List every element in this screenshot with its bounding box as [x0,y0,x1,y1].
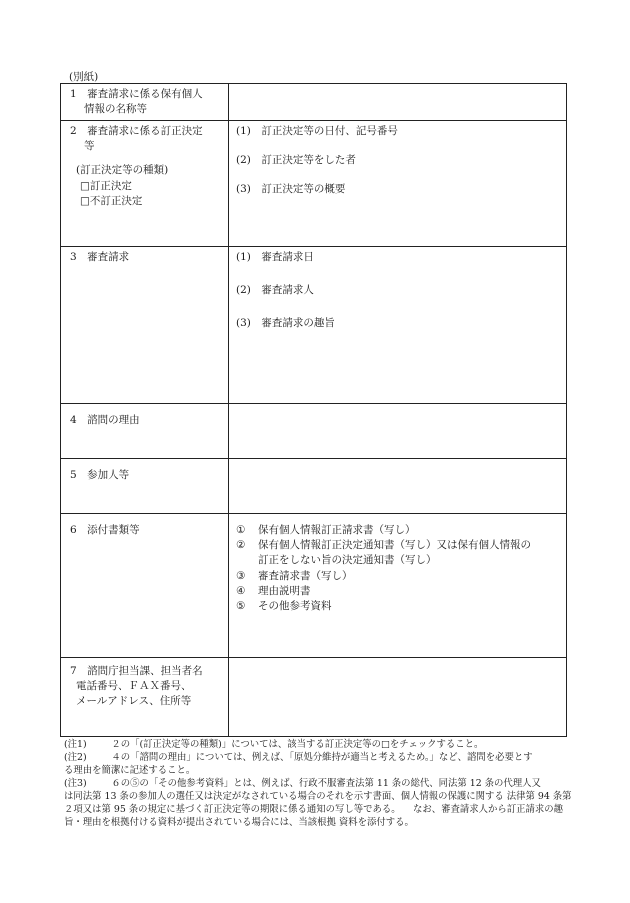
note-2-text: ４の「諮問の理由」については、例えば、「原処分維持が適当と考えるため。」など、諮問を必要とす [102,751,533,763]
row6-label-cell [61,514,229,658]
annex-label: (別紙) [69,71,99,83]
table-row [61,121,567,247]
row5-label-line1: 5 参加人等 [70,469,130,481]
table-row [61,514,567,658]
table-row [61,658,567,737]
attachment-text-1: 保有個人情報訂正請求書（写し） [258,524,416,536]
attachment-item-1 [236,523,560,538]
note-3-text-cont1: は同法第 13 条の参加人の選任又は決定がなされている場合のそれを示す書面、個人情報の保護に関する [64,790,504,802]
note-3-text: ６の⑤の「その他参考資料」とは、例えば、行政不服審査法第 11 条の総代、同法第 12 条の代理人又 [102,777,541,789]
note-3-text-cont4: 資料を添付する。 [338,816,414,828]
note-3-text-cont2: 法律第 94 条第２項又は第 95 条の規定に基づく訂正決定等の期限に係る通知の写し等である。 [64,790,572,815]
attachment-item-3 [236,569,560,584]
row2-content-cell [229,121,567,247]
row1-label-line2: 情報の名称等 [84,103,147,116]
note-1-text: ２の「(訂正決定等の種類)」については、該当する訂正決定等の□をチェックすること。 [102,739,484,750]
row4-label-cell [61,404,229,459]
checkbox-non-correction-decision[interactable]: □不訂正決定 [80,194,143,207]
row1-label-cell [61,84,229,121]
row2-item-3: (3) 訂正決定等の概要 [236,183,346,196]
attachment-num-1: ① [236,524,246,536]
attachment-num-2: ② [236,539,246,552]
table-row [61,459,567,514]
row5-label-cell [61,459,229,514]
row2-item-2: (2) 訂正決定等をした者 [236,154,356,167]
decision-type-title: (訂正決定等の種類) [76,164,169,177]
note-3-text-cont3: なお、審査請求人から訂正請求の趣旨・理由を根拠付ける資料が提出されている場合には、当該根拠 [64,803,564,828]
row4-content-cell[interactable] [229,404,567,459]
row3-item-3: (3) 審査請求の趣旨 [236,317,335,330]
note-2 [64,752,572,765]
checkbox-correction-decision[interactable]: □訂正決定 [80,179,132,192]
attachment-text-5: その他参考資料 [258,600,332,613]
row6-content-cell [229,514,567,658]
attachment-num-5: ⑤ [236,600,246,613]
note-3 [64,778,572,791]
table-row [61,404,567,459]
inquiry-form-table [60,83,567,737]
notes-section [64,739,572,830]
note-1-tag: (注1) [64,739,87,750]
row2-label-line2: 等 [84,140,95,153]
table-row [61,84,567,121]
attachment-text-2-cont: 訂正をしない旨の決定通知書（写し） [258,554,437,567]
row3-label-line1: 3 審査請求 [70,251,130,263]
attachment-text-2: 保有個人情報訂正決定通知書（写し）又は保有個人情報の [258,539,531,552]
row3-item-1: (1) 審査請求日 [236,251,314,263]
attachment-item-4 [236,584,560,599]
attachment-item-5 [236,599,560,614]
row7-label-line2: 電話番号、ＦＡＸ番号、 [76,680,192,693]
row5-content-cell[interactable] [229,459,567,514]
row3-item-2: (2) 審査請求人 [236,284,314,297]
row1-label-line1: 1 審査請求に係る保有個人 [70,88,203,100]
row7-label-line1: 7 諮問庁担当課、担当者名 [70,665,203,677]
row2-label-cell [61,121,229,247]
row2-label-line1: 2 審査請求に係る訂正決定 [70,125,203,137]
attachment-num-4: ④ [236,584,246,597]
row6-label-line1: 6 添付書類等 [70,524,140,536]
note-1 [64,739,572,752]
note-2-tag: (注2) [64,751,87,763]
row4-label-line1: 4 諮問の理由 [70,414,140,426]
row3-label-cell [61,247,229,404]
row2-item-1: (1) 訂正決定等の日付、記号番号 [236,125,398,137]
attachment-text-4: 理由説明書 [258,584,311,597]
attachment-num-3: ③ [236,569,246,582]
note-2-text-cont: る理由を簡潔に記述すること。 [64,764,196,776]
row7-label-line3: メールアドレス、住所等 [76,695,192,708]
attachment-item-2 [236,538,560,553]
attachment-text-3: 審査請求書（写し） [258,569,353,582]
note-3-tag: (注3) [64,777,87,789]
row7-content-cell[interactable] [229,658,567,737]
row7-label-cell [61,658,229,737]
table-row [61,247,567,404]
row3-content-cell [229,247,567,404]
row1-content-cell[interactable] [229,84,567,121]
